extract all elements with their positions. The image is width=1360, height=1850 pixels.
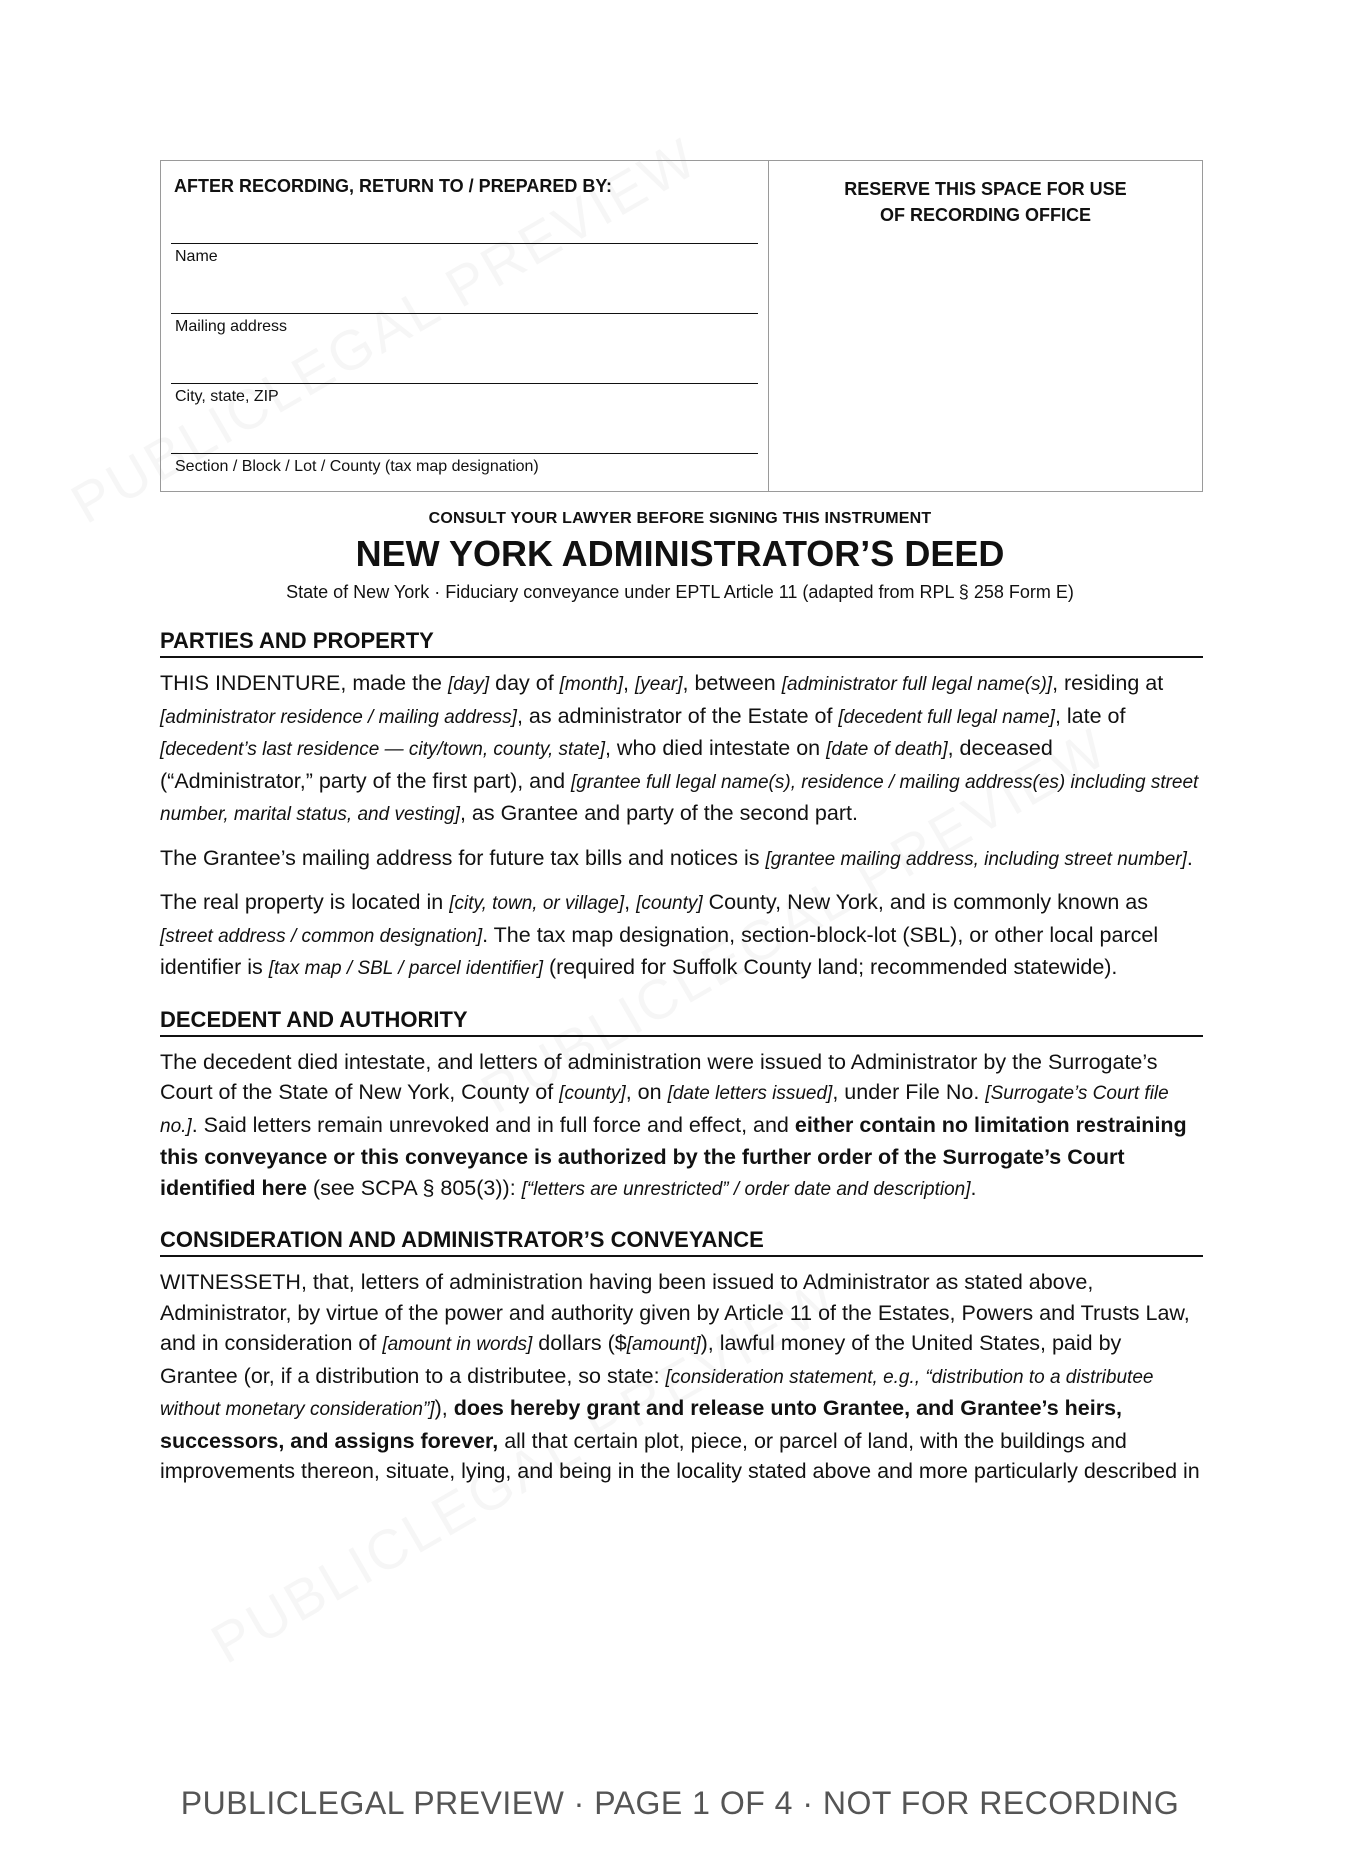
bold-text: does hereby grant and release unto Grantee, and Grantee’s heirs, successors, and assigns forever, xyxy=(160,1396,1123,1453)
reserve-label-line2: OF RECORDING OFFICE xyxy=(880,205,1091,225)
text-run: WITNESSETH, that, letters of administration having been issued to Administrator as stated above, Administrator, by virtue of the power and authority given by Article 11 of the Estates, Powers and Trusts Law, and in consideration of xyxy=(160,1270,1190,1355)
text-run: (required for Suffolk County land; recommended statewide). xyxy=(542,955,1118,979)
placeholder-text: [date letters issued] xyxy=(667,1083,833,1104)
text-run: The Grantee’s mailing address for future tax bills and notices is xyxy=(160,845,766,870)
placeholder-text: [administrator full legal name(s)] xyxy=(781,674,1053,695)
section xyxy=(160,1007,1203,1206)
text-run: dollars ($ xyxy=(532,1331,627,1355)
field-label: Mailing address xyxy=(175,318,288,335)
text-run: , late of xyxy=(1054,703,1126,728)
text-run: The decedent died intestate, and letters of administration were issued to Administrator by the Surrogate’s Court of the State of New York, County of xyxy=(160,1049,1158,1104)
placeholder-text: [county] xyxy=(559,1083,626,1104)
placeholder-text: [month] xyxy=(559,674,624,695)
text-run: , who died intestate on xyxy=(604,736,827,760)
text-run: THIS INDENTURE, made the xyxy=(160,671,448,695)
reserve-label-line1: RESERVE THIS SPACE FOR USE xyxy=(844,179,1127,199)
placeholder-text: [year] xyxy=(634,674,683,695)
placeholder-text: [amount] xyxy=(626,1334,701,1355)
text-run: . xyxy=(970,1175,977,1200)
mailing-address-field xyxy=(171,313,758,336)
text-run: day of xyxy=(489,671,560,695)
placeholder-text: [decedent’s last residence — city/town, county, state] xyxy=(160,739,605,760)
tax-map-field xyxy=(171,453,758,476)
text-run: , as administrator of the Estate of xyxy=(516,703,839,728)
return-to-title: AFTER RECORDING, RETURN TO / PREPARED BY: xyxy=(174,176,613,196)
body-paragraph xyxy=(160,843,1203,876)
bold-text: either contain no limitation restraining this conveyance or this conveyance is authorized by the further order of the Surrogate’s Court identified here xyxy=(160,1112,1187,1200)
field-line xyxy=(171,383,758,384)
text-run: County, New York, and is commonly known as xyxy=(702,890,1148,914)
recording-office-reserved-panel xyxy=(769,161,1202,491)
lawyer-notice: CONSULT YOUR LAWYER BEFORE SIGNING THIS INSTRUMENT xyxy=(428,510,932,527)
text-run: (see SCPA § 805(3)): xyxy=(306,1175,522,1200)
name-field xyxy=(171,243,758,266)
text-run: , deceased (“Administrator,” party of the first part), and xyxy=(160,736,1053,793)
placeholder-text: [amount in words] xyxy=(382,1334,533,1355)
text-run: , xyxy=(623,671,635,695)
document-body xyxy=(160,628,1203,1509)
placeholder-text: [street address / common designation] xyxy=(160,925,483,947)
text-run: , as Grantee and party of the second part. xyxy=(459,801,858,825)
document-title: NEW YORK ADMINISTRATOR’S DEED xyxy=(355,533,1005,574)
placeholder-text: [Surrogate’s Court file no.] xyxy=(160,1083,1169,1137)
placeholder-text: [county] xyxy=(636,893,703,914)
placeholder-text: [grantee full legal name(s), residence / mailing address(es) including street number, marital status, and vesting] xyxy=(160,771,1199,825)
text-run: . Said letters remain unrevoked and in full force and effect, and xyxy=(191,1112,795,1137)
placeholder-text: [city, town, or village] xyxy=(449,893,625,914)
field-line xyxy=(171,453,758,454)
section xyxy=(160,1227,1203,1487)
text-run: The real property is located in xyxy=(160,890,450,914)
document-subtitle: State of New York · Fiduciary conveyance under EPTL Article 11 (adapted from RPL § 258 Form E) xyxy=(286,582,1074,602)
city-state-zip-field xyxy=(171,383,758,406)
section-heading: PARTIES AND PROPERTY xyxy=(160,628,1203,658)
body-paragraph xyxy=(160,1047,1203,1206)
text-run: . xyxy=(1186,845,1193,870)
field-line xyxy=(171,313,758,314)
text-run: ), xyxy=(434,1396,454,1420)
placeholder-text: [decedent full legal name] xyxy=(838,706,1055,728)
body-paragraph xyxy=(160,668,1203,831)
text-run: , between xyxy=(682,671,782,695)
placeholder-text: [consideration statement, e.g., “distribution to a distributee without monetary consideration”] xyxy=(160,1366,1154,1420)
text-run: . The tax map designation, section-block-lot (SBL), or other local parcel identifier is xyxy=(160,922,1159,979)
section-heading: DECEDENT AND AUTHORITY xyxy=(160,1007,1203,1037)
return-to-panel xyxy=(161,161,769,491)
body-paragraph xyxy=(160,1267,1203,1487)
placeholder-text: [administrator residence / mailing address] xyxy=(160,706,517,728)
field-label: Name xyxy=(175,248,218,265)
placeholder-text: [grantee mailing address, including street number] xyxy=(765,848,1187,870)
placeholder-text: [day] xyxy=(447,674,490,695)
field-line xyxy=(171,243,758,244)
placeholder-text: [“letters are unrestricted” / order date and description] xyxy=(521,1178,971,1200)
page-footer: PUBLICLEGAL PREVIEW · PAGE 1 OF 4 · NOT FOR RECORDING xyxy=(180,1785,1180,1821)
section-heading: CONSIDERATION AND ADMINISTRATOR’S CONVEYANCE xyxy=(160,1227,1203,1257)
text-run: all that certain plot, piece, or parcel of land, with the buildings and improvements thereon, situate, lying, and being in the locality stated above and more particularly described in xyxy=(160,1428,1200,1483)
text-run: , on xyxy=(625,1080,668,1104)
text-run: , under File No. xyxy=(832,1080,986,1104)
field-label: City, state, ZIP xyxy=(175,388,279,405)
field-label: Section / Block / Lot / County (tax map designation) xyxy=(175,458,539,475)
recording-header-box xyxy=(160,160,1203,492)
text-run: ), lawful money of the United States, paid by Grantee (or, if a distribution to a distributee, so state: xyxy=(160,1331,1122,1388)
body-paragraph xyxy=(160,887,1203,985)
placeholder-text: [date of death] xyxy=(826,739,948,760)
text-run: , xyxy=(624,890,637,914)
placeholder-text: [tax map / SBL / parcel identifier] xyxy=(268,958,543,979)
text-run: , residing at xyxy=(1052,671,1164,695)
section xyxy=(160,628,1203,985)
